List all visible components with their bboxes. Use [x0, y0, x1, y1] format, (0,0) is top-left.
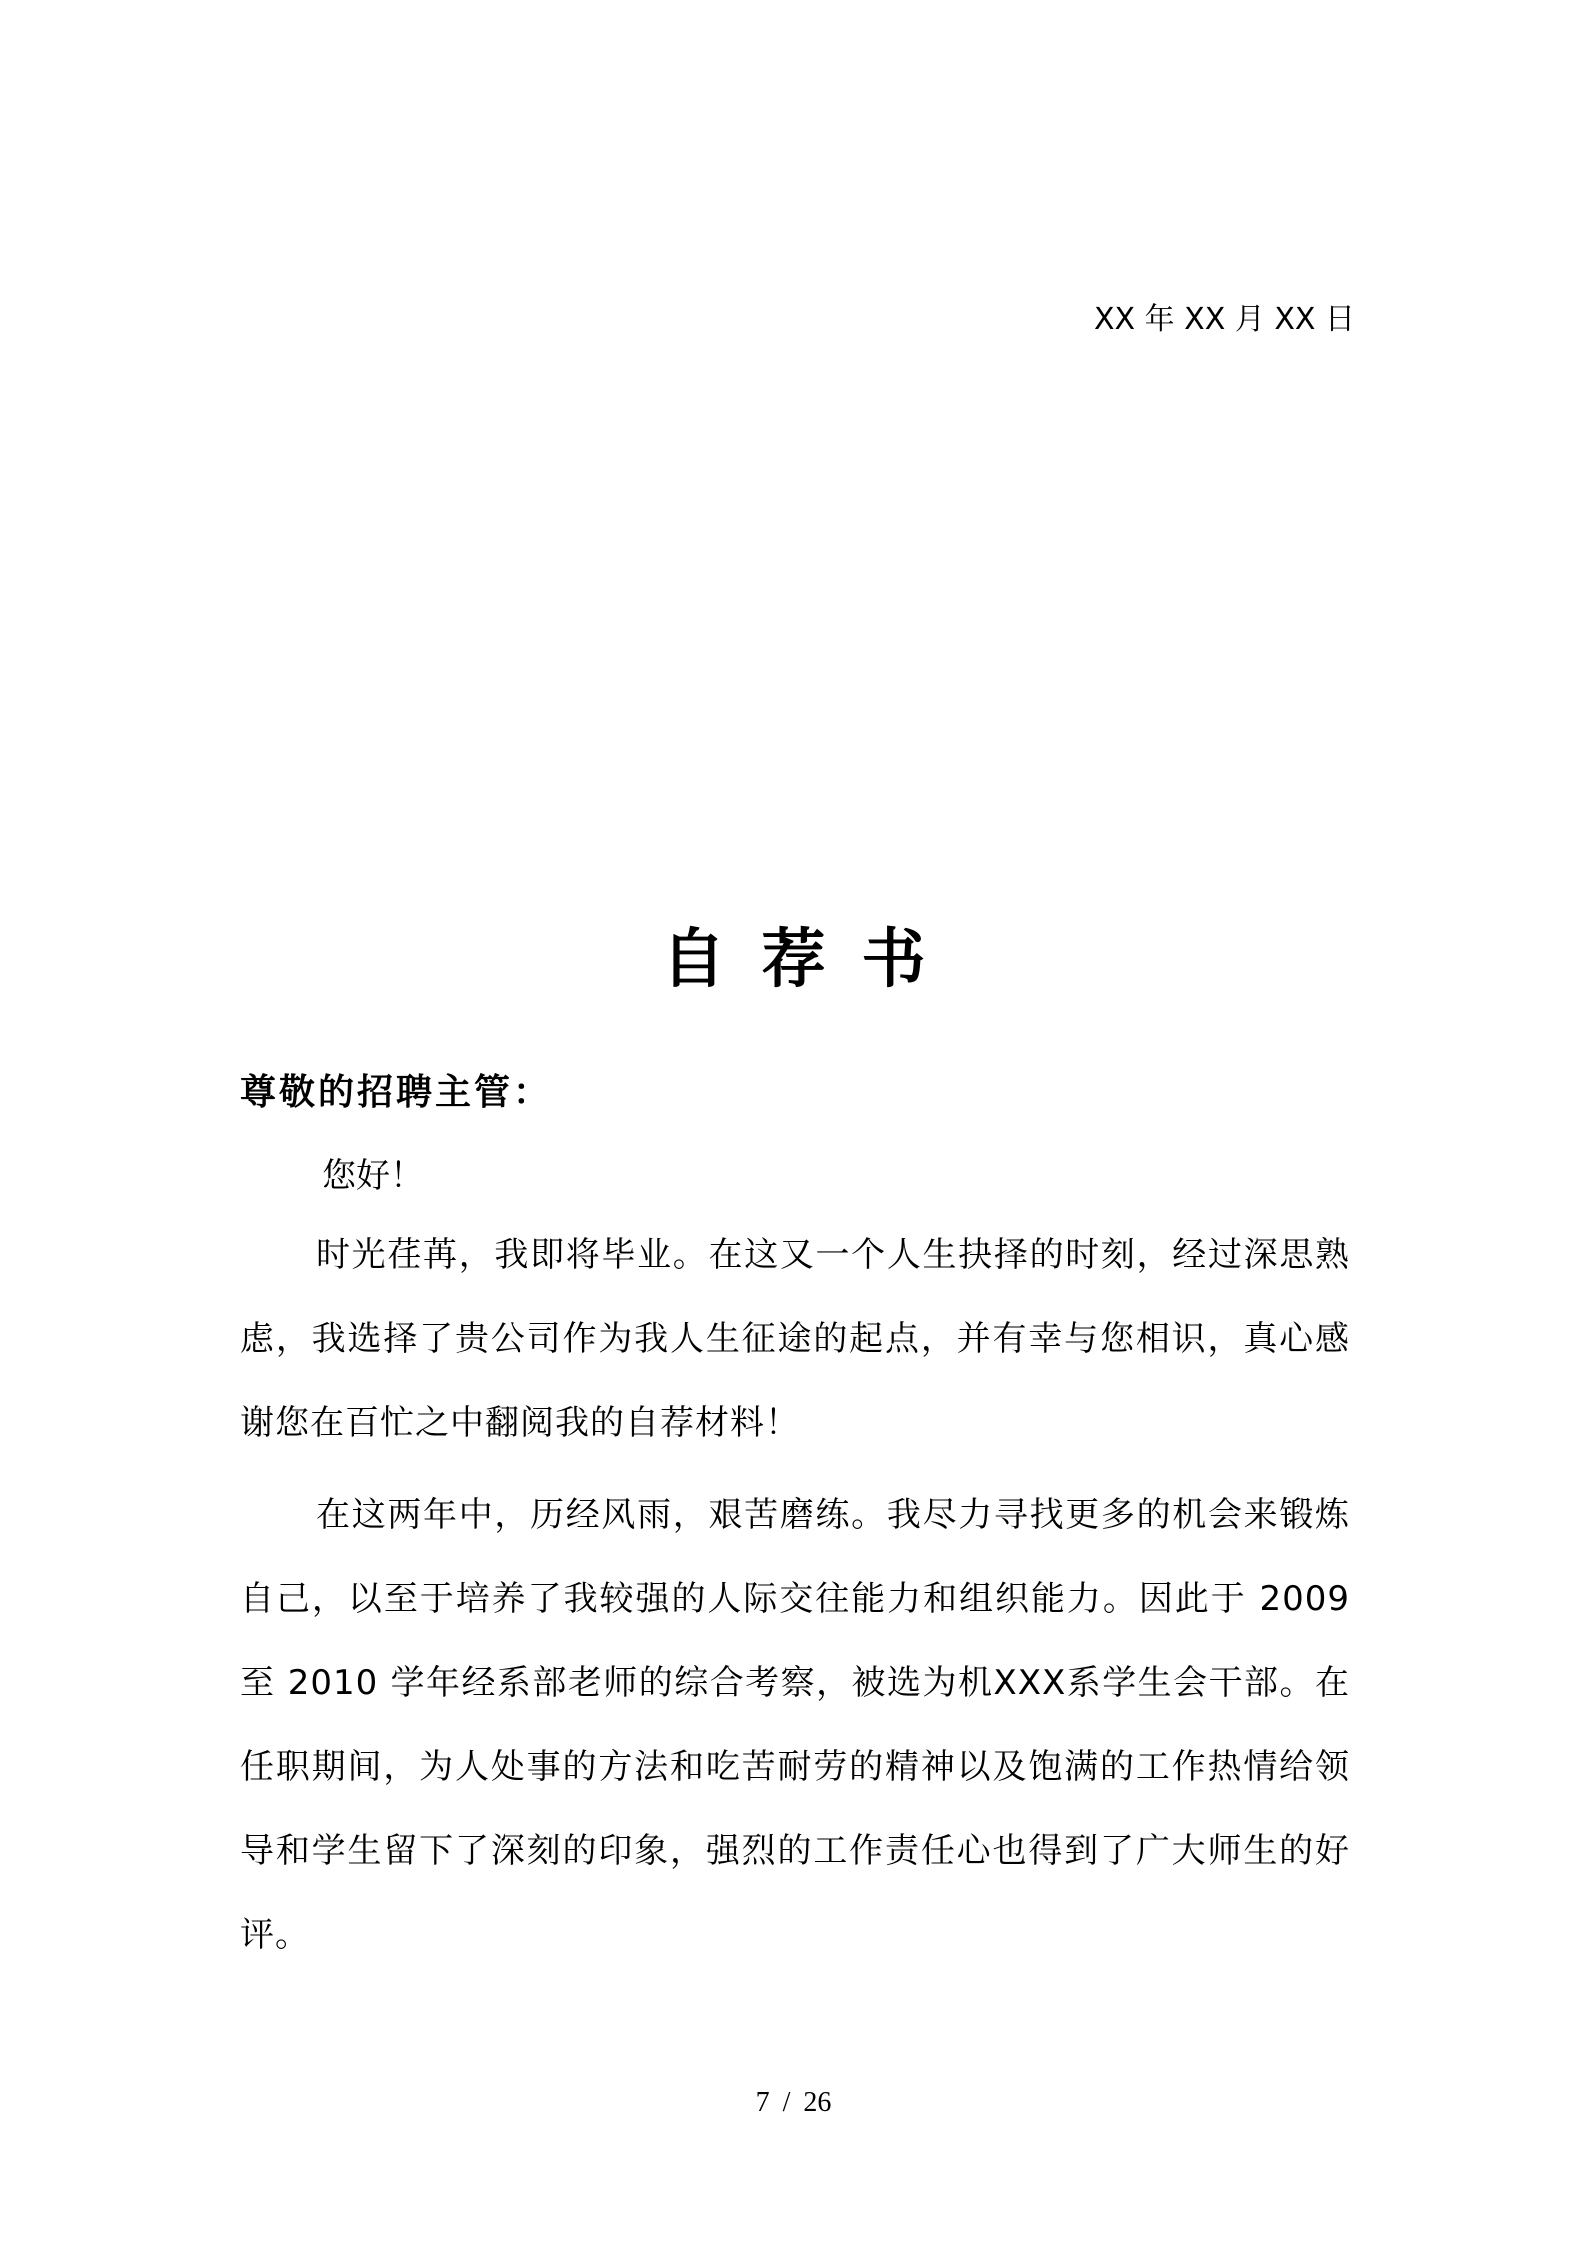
- greeting: 您好！: [322, 1156, 424, 1196]
- letter-date: XX 年 XX 月 XX 日: [1094, 302, 1355, 337]
- body-paragraph: 在这两年中，历经风雨，艰苦磨练。我尽力寻找更多的机会来锻炼自己，以至于培养了我较强的人际交往能力和组织能力。因此于 2009 至 2010 学年经系部老师的综合考察，被选为机XXX系学生会干部。在任职期间，为人处事的方法和吃苦耐劳的精神以及饱满的工作热情给领导和学生留下了深刻的印象，强烈的工作责任心也得到了广大师生的好评。: [240, 1495, 1350, 1955]
- salutation: 尊敬的招聘主管：: [240, 1072, 553, 1113]
- document-title: 自荐书: [661, 923, 962, 997]
- body-paragraph: 时光荏苒，我即将毕业。在这又一个人生抉择的时刻，经过深思熟虑，我选择了贵公司作为我人生征途的起点，并有幸与您相识，真心感谢您在百忙之中翻阅我的自荐材料！: [240, 1235, 1350, 1443]
- page-number: 7 / 26: [755, 2087, 832, 2118]
